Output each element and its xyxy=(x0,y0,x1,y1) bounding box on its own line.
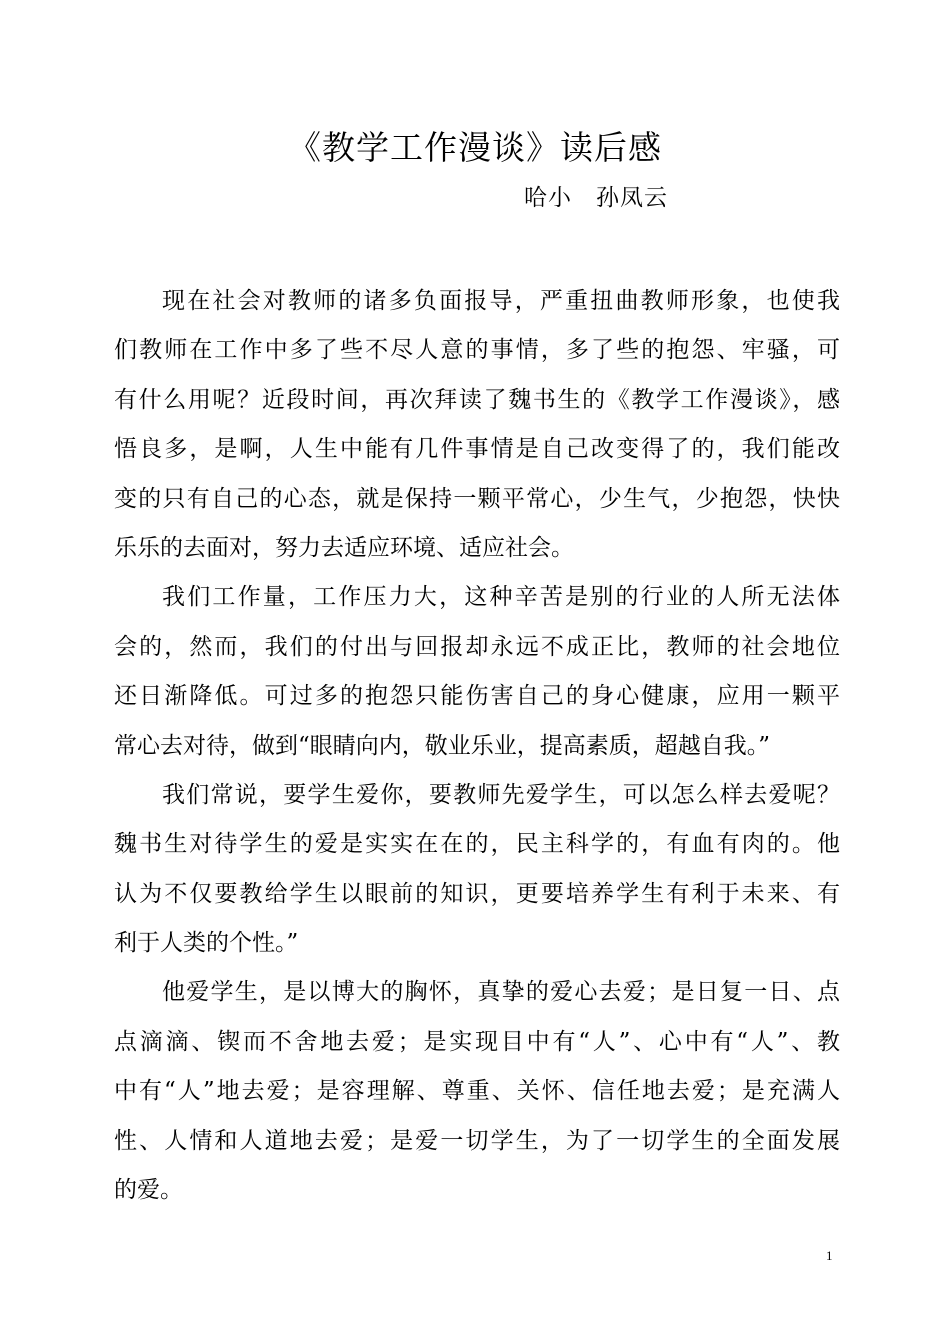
paragraph-line: 他爱学生，是以博大的胸怀，真挚的爱心去爱；是日复一日、点 xyxy=(162,979,840,1006)
paragraph-line: 现在社会对教师的诸多负面报导，严重扭曲教师形象，也使我 xyxy=(162,288,840,314)
paragraph-line: 常心去对待，做到“眼睛向内，敬业乐业，提高素质，超越自我。” xyxy=(114,732,771,759)
page-number: 1 xyxy=(826,1248,833,1263)
document-body xyxy=(114,277,840,1215)
paragraph-line: 我们工作量，工作压力大，这种辛苦是别的行业的人所无法体 xyxy=(162,584,840,611)
paragraph-4 xyxy=(114,968,840,1215)
paragraph-2 xyxy=(114,573,840,771)
document-title: 《教学工作漫谈》读后感 xyxy=(288,128,662,167)
paragraph-line: 性、人情和人道地去爱；是爱一切学生，为了一切学生的全面发展 xyxy=(114,1127,840,1154)
document-author: 哈小 孙凤云 xyxy=(524,185,668,211)
paragraph-3 xyxy=(114,771,840,969)
paragraph-line: 乐乐的去面对，努力去适应环境、适应社会。 xyxy=(114,534,574,561)
paragraph-line: 中有“人”地去爱；是容理解、尊重、关怀、信任地去爱；是充满人 xyxy=(114,1078,840,1105)
paragraph-1 xyxy=(114,277,840,573)
paragraph-line: 会的，然而，我们的付出与回报却永远不成正比，教师的社会地位 xyxy=(114,633,840,660)
paragraph-line: 变的只有自己的心态，就是保持一颗平常心，少生气，少抱怨，快快 xyxy=(114,485,840,512)
paragraph-line: 的爱。 xyxy=(114,1177,183,1204)
paragraph-line: 我们常说，要学生爱你，要教师先爱学生，可以怎么样去爱呢？ xyxy=(162,781,840,808)
paragraph-line: 还日渐降低。可过多的抱怨只能伤害自己的身心健康，应用一颗平 xyxy=(114,683,840,710)
paragraph-line: 悟良多，是啊，人生中能有几件事情是自己改变得了的，我们能改 xyxy=(114,436,840,463)
paragraph-line: 们教师在工作中多了些不尽人意的事情，多了些的抱怨、牢骚，可 xyxy=(114,337,840,364)
paragraph-line: 有什么用呢？近段时间，再次拜读了魏书生的《教学工作漫谈》，感 xyxy=(114,386,840,413)
paragraph-line: 魏书生对待学生的爱是实实在在的，民主科学的，有血有肉的。他 xyxy=(114,831,840,858)
paragraph-line: 认为不仅要教给学生以眼前的知识，更要培养学生有利于未来、有 xyxy=(114,880,840,907)
paragraph-line: 点滴滴、锲而不舍地去爱；是实现目中有“人”、心中有“人”、教 xyxy=(114,1028,840,1055)
paragraph-line: 利于人类的个性。” xyxy=(114,930,299,957)
